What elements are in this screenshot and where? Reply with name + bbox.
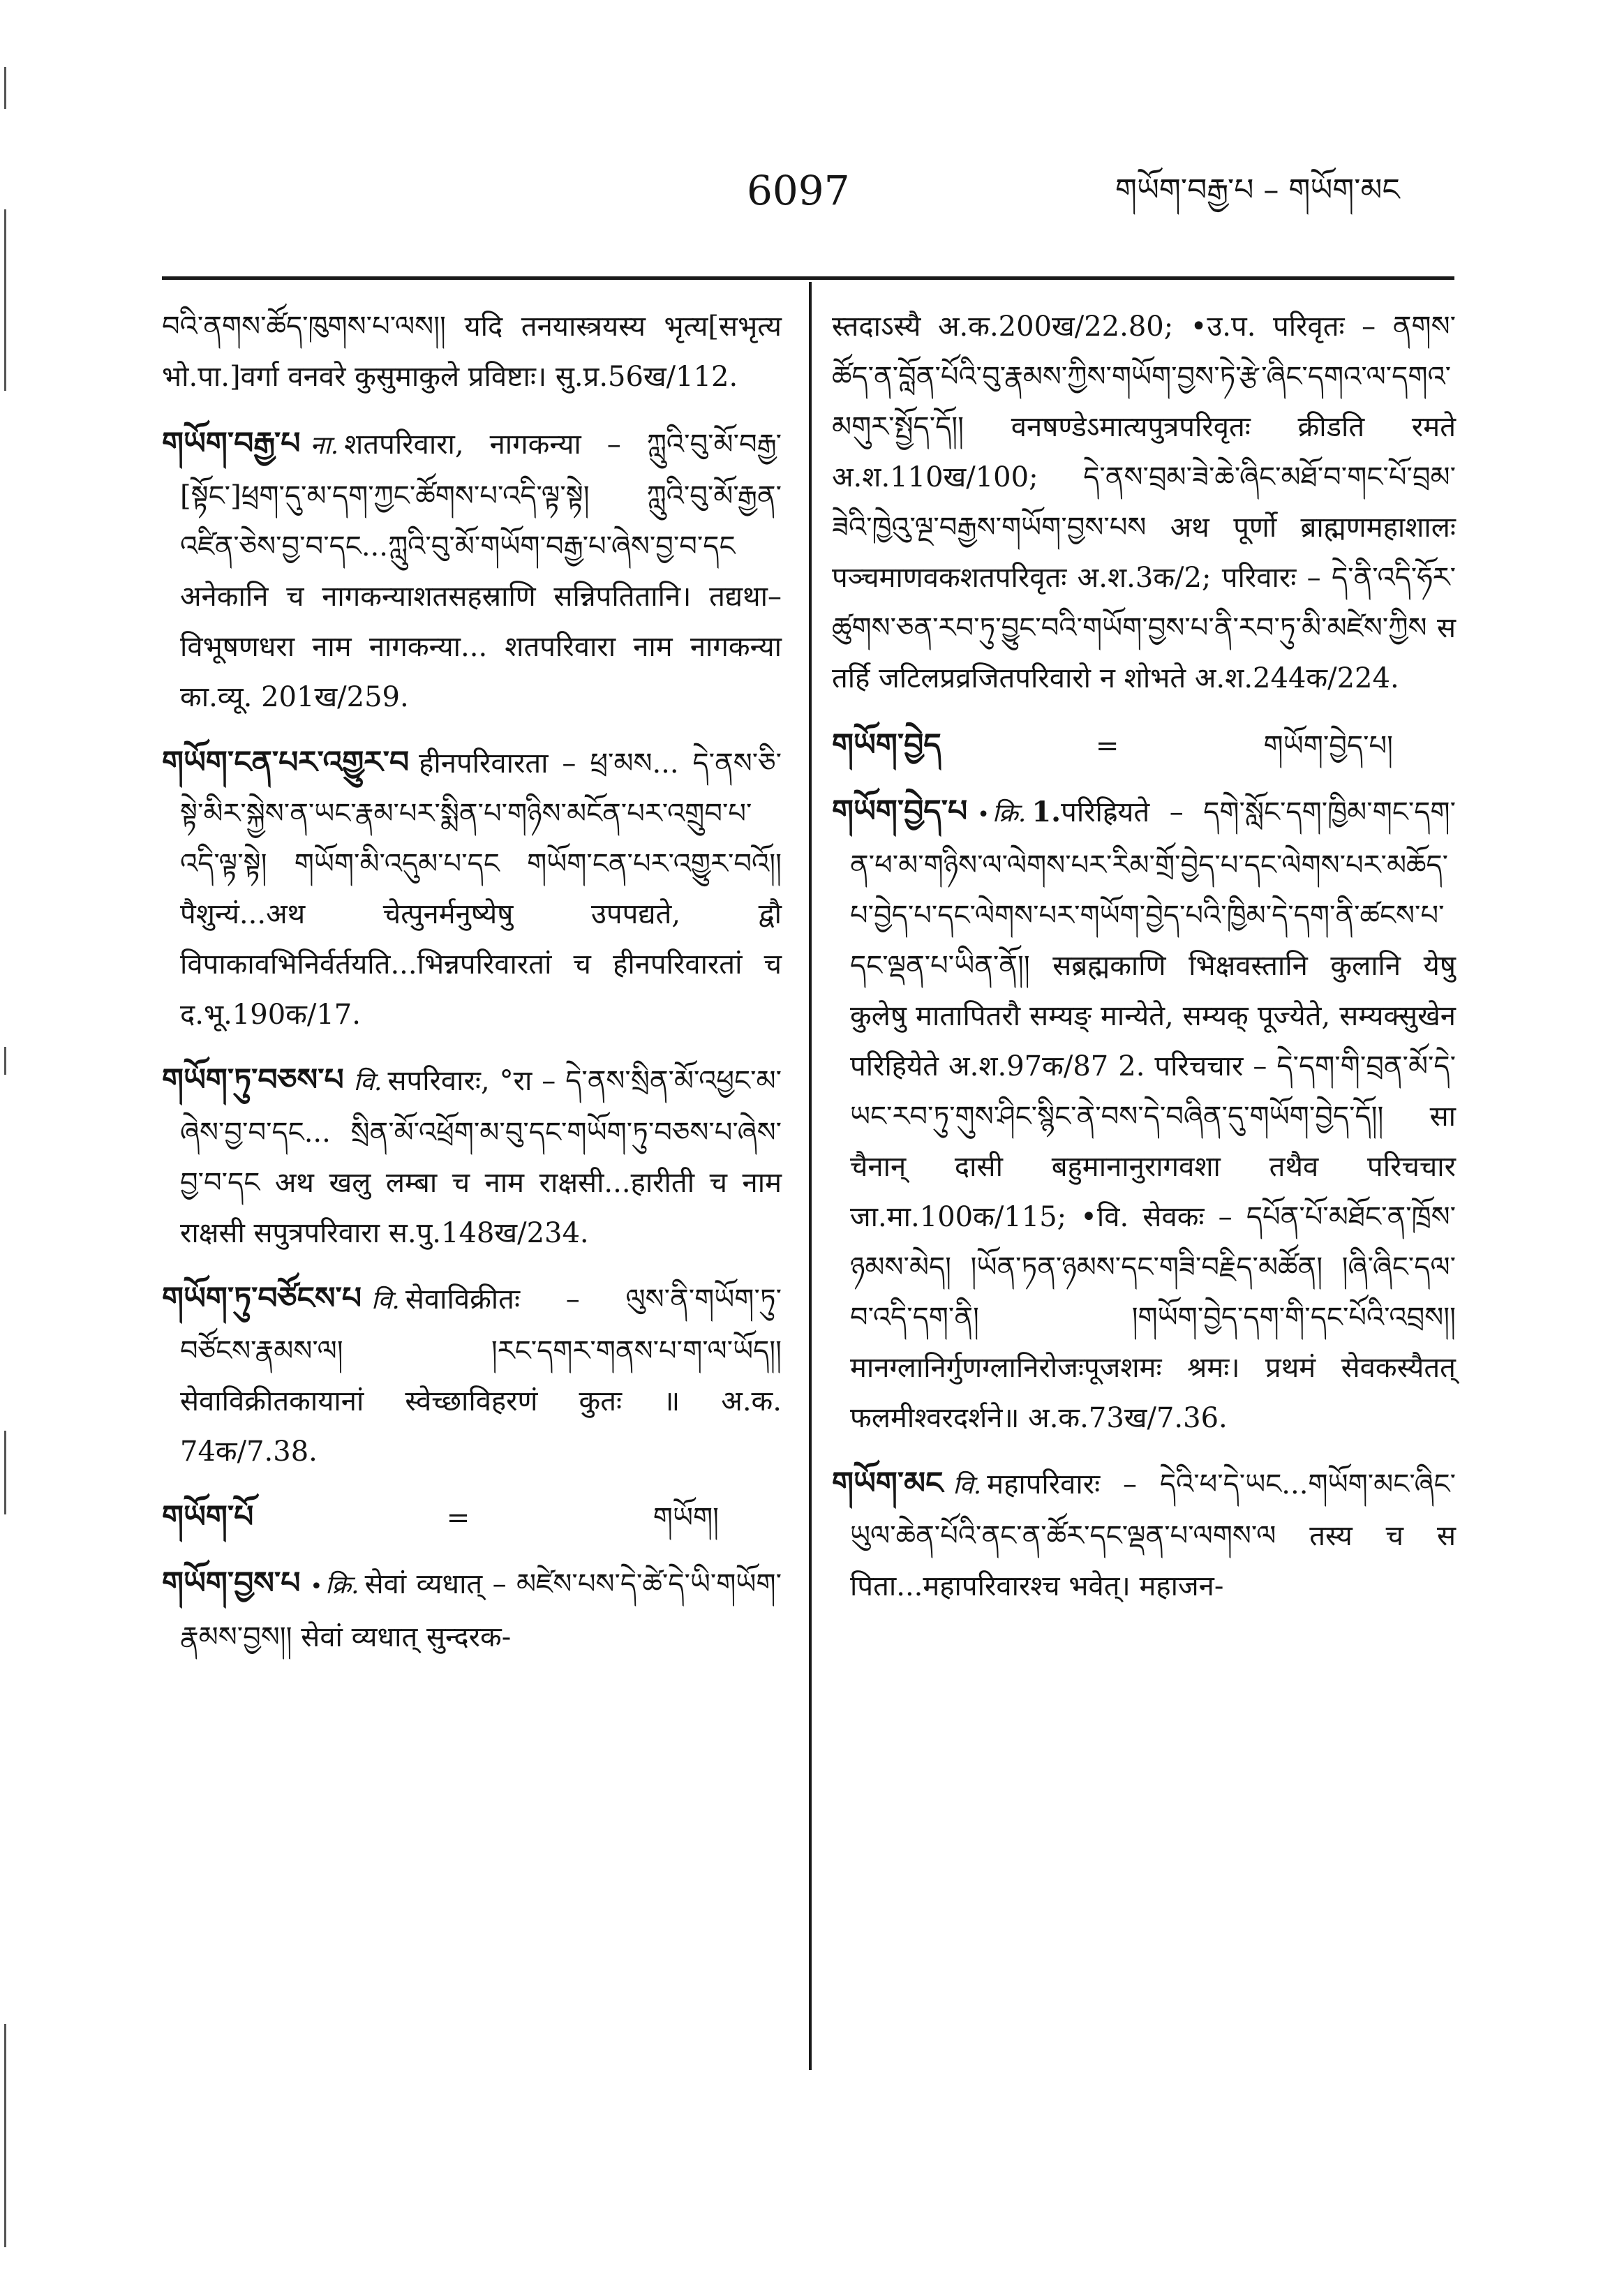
entry-continuation [832,301,1456,703]
entry-continuation [162,301,782,402]
definition-text: सेवाविक्रीतः – ལུས་ནི་གཡོག་ཏུ་བཙོངས་རྣམས་ལ། །རང་དགར་གནས་པ་ག་ལ་ཡོད།། सेवाविक्रीतकायानां स्वेच्छाविहरणं कुतः ॥ अ.क. 74क/7.38. [180,1283,782,1468]
dictionary-entry [162,419,782,722]
headword: གཡོག་བྱེད་པ [832,794,968,829]
headword: གཡོག་པོ [162,1499,254,1535]
headword: གཡོག་བྱས་པ [162,1565,301,1601]
column-divider [809,282,812,2070]
entry-text [162,419,782,722]
entry-text [162,738,782,1040]
xref-target: གཡོག། [653,1502,719,1534]
dictionary-entry [832,1459,1456,1611]
sense-number: 1. [1031,796,1061,828]
definition-text: शतपरिवारा, नागकन्या – ཀླུའི་བུ་མོ་བརྒྱ་[སྟོང་]ཕྲག་དུ་མ་དག་ཀྱང་ཚོགས་པ་འདི་ལྟ་སྟེ། ཀླུའི་བུ་མོ་རྒྱན་འཛིན་ཅེས་བྱ་བ་དང...ཀླུའི་བུ་མོ་གཡོག་བརྒྱ་པ་ཞེས་བྱ་བ་དང अनेकानि च नागकन्याशतसहस्राणि सन्निपतितानि। तद्यथा– विभूषणधरा नाम नागकन्या... शतपरिवारा नाम नागकन्या का.व्यू. 201ख/259. [180,429,782,713]
entry-text [162,1274,782,1477]
entry-text [832,301,1456,703]
entry-text [832,1459,1456,1611]
dictionary-entry [832,787,1456,1443]
headword: གཡོག་ངན་པར་འགྱུར་བ [162,745,410,780]
bullet-mark: • [977,803,990,827]
cross-reference [162,1492,782,1543]
equals-sign: = [1095,730,1119,762]
dictionary-entry [162,738,782,1040]
page-number: 6097 [747,167,850,214]
running-head: གཡོག་བརྒྱ་པ – གཡོག་མང [1115,172,1400,208]
definition-text: सपरिवारः, °रा – དེ་ནས་སྲིན་མོ་འཕྱང་མ་ཞེས་བྱ་བ་དང... སྲིན་མོ་འཕྲོག་མ་བུ་དང་གཡོག་ཏུ་བཅས་པ་ཞེས་བྱ་བ་དང अथ खलु लम्बा च नाम राक्षसी...हारीती च नाम राक्षसी सपुत्रपरिवारा स.पु.148ख/234. [180,1065,782,1249]
headword: གཡོག་ཏུ་བཅས་པ [162,1062,344,1098]
definition-text: सेवां व्यधात् – མཛེས་པས་དེ་ཚེ་དེ་ཡི་གཡོག་རྣམས་བྱས།། सेवां व्यधात् सुन्दरक- [180,1568,782,1653]
bullet-mark: • [310,1574,323,1599]
definition-text: महापरिवारः – དེའི་ཕ་དེ་ཡང...གཡོག་མང་ཞིང་ཡུལ་ཆེན་པོའི་ནང་ན་ཚོར་དང་ལྡན་པ་ལགས་ལ तस्य च स पिता...महापरिवारश्च भवेत्। महाजन- [850,1468,1456,1602]
headword: གཡོག་ཏུ་བཙོངས་པ [162,1281,362,1316]
entry-text [162,1055,782,1258]
cross-reference [832,720,1456,771]
grammar-label: वि. [953,1471,982,1500]
headword: གཡོག་བྱེད [832,727,941,763]
left-column [162,301,782,1678]
grammar-label: क्रि. [325,1571,359,1600]
definition-text: परिह्रियते – དགེ་སློང་དག་ཁྱིམ་གང་དག་ན་ཕ་མ་གཉིས་ལ་ལེགས་པར་རིམ་གྲོ་བྱེད་པ་དང་ལེགས་པར་མཆོད་པ་བྱེད་པ་དང་ལེགས་པར་གཡོག་བྱེད་པའི་ཁྱིམ་དེ་དག་ནི་ཚངས་པ་དང་ལྡན་པ་ཡིན་ནོ།། सब्रह्मकाणि भिक्षवस्तानि कुलानि येषु कुलेषु मातापितरौ सम्यङ् मान्येते, सम्यक् पूज्येते, सम्यक्सुखेन परिहियेते अ.श.97क/87 2. परिचचार – དེ་དག་གི་བྲན་མོ་དེ་ཡང་རབ་ཏུ་གུས་ཤིང་སྙིང་ནེ་བས་དེ་བཞིན་དུ་གཡོག་བྱེད་དོ།། सा चैनान् दासी बहुमानानुरागवशा तथैव परिचचार जा.मा.100क/115; •वि. सेवकः – དཔོན་པོ་མཐོང་ན་ཁྲོས་ཉམས་མེད། །ཡོན་ཏན་ཉམས་དང་གཟི་བརྗིད་མཚོན། །ཞི་ཞིང་དལ་བ་འདི་དག་ནི། །གཡོག་བྱེད་དག་གི་དང་པོའི་འབྲས།། मानग्लानिर्गुणग्लानिरोजःपूजशमः श्रमः। प्रथमं सेवकस्यैतत् फलमीश्वरदर्शने॥ अ.क.73ख/7.36. [850,796,1456,1434]
grammar-label: क्रि. [992,799,1027,828]
header-rule [162,276,1454,280]
right-column [832,301,1456,1627]
xref-target: གཡོག་བྱེད་པ། [1263,730,1393,762]
equals-sign: = [446,1502,470,1534]
dictionary-entry [162,1055,782,1258]
grammar-label: वि. [371,1286,400,1315]
entry-text [832,787,1456,1443]
dictionary-entry [162,1558,782,1662]
entry-text [162,1558,782,1662]
definition-text: हीनपरिवारता – ཕྲ་མས... དེ་ནས་ཅི་སྟེ་མིར་སྐྱེས་ན་ཡང་རྣམ་པར་སྨིན་པ་གཉིས་མངོན་པར་འགྲུབ་པ་འདི་ལྟ་སྟེ། གཡོག་མི་འདུམ་པ་དང གཡོག་ངན་པར་འགྱུར་བའོ།། पैशुन्यं...अथ चेत्पुनर्मनुष्येषु उपपद्यते, द्वौ विपाकावभिनिर्वर्तयति...भिन्नपरिवारतां च हीनपरिवारतां च द.भू.190क/17. [180,747,782,1031]
headword: གཡོག་བརྒྱ་པ [162,426,301,461]
definition-text: स्तदाऽस्यै अ.क.200ख/22.80; •उ.प. परिवृतः – ནགས་ཚོད་ན་བློན་པོའི་བུ་རྣམས་ཀྱིས་གཡོག་བྱས་ཏེ་རྩེ་ཞིང་དགའ་ལ་དགའ་མགུར་སྤྱོད་དོ།། वनषण्डेऽमात्यपुत्रपरिवृतः क्रीडति रमते अ.श.110ख/100; དེ་ནས་བྲམ་ཟེ་ཆེ་ཞིང་མཐོ་བ་གང་པོ་བྲམ་ཟེའི་ཁྱེའུ་ལྔ་བརྒྱས་གཡོག་བྱས་པས अथ पूर्णो ब्राह्मणमहाशालः पञ्चमाणवकशतपरिवृतः अ.श.3क/2; परिवारः – དེ་ནི་འདི་ཧོར་ཚུགས་ཅན་རབ་ཏུ་བྱུང་བའི་གཡོག་བྱས་པ་ནི་རབ་ཏུ་མི་མཛེས་ཀྱིས स तर्हि जटिलप्रव्रजितपरिवारो न शोभते अ.श.244क/224. [832,311,1456,694]
entry-text [162,301,782,402]
grammar-label: ना. [310,431,339,460]
headword: གཡོག་མང [832,1466,944,1501]
grammar-label: वि. [353,1068,382,1096]
definition-text: བའི་ནགས་ཚོད་ཁུགས་པ་ལས།། यदि तनयास्त्रयस्य भृत्य[सभृत्य भो.पा.]वर्गा वनवरे कुसुमाकुले प्रविष्टाः। सु.प्र.56ख/112. [162,311,782,393]
scan-edge [0,0,10,2287]
dictionary-entry [162,1274,782,1477]
